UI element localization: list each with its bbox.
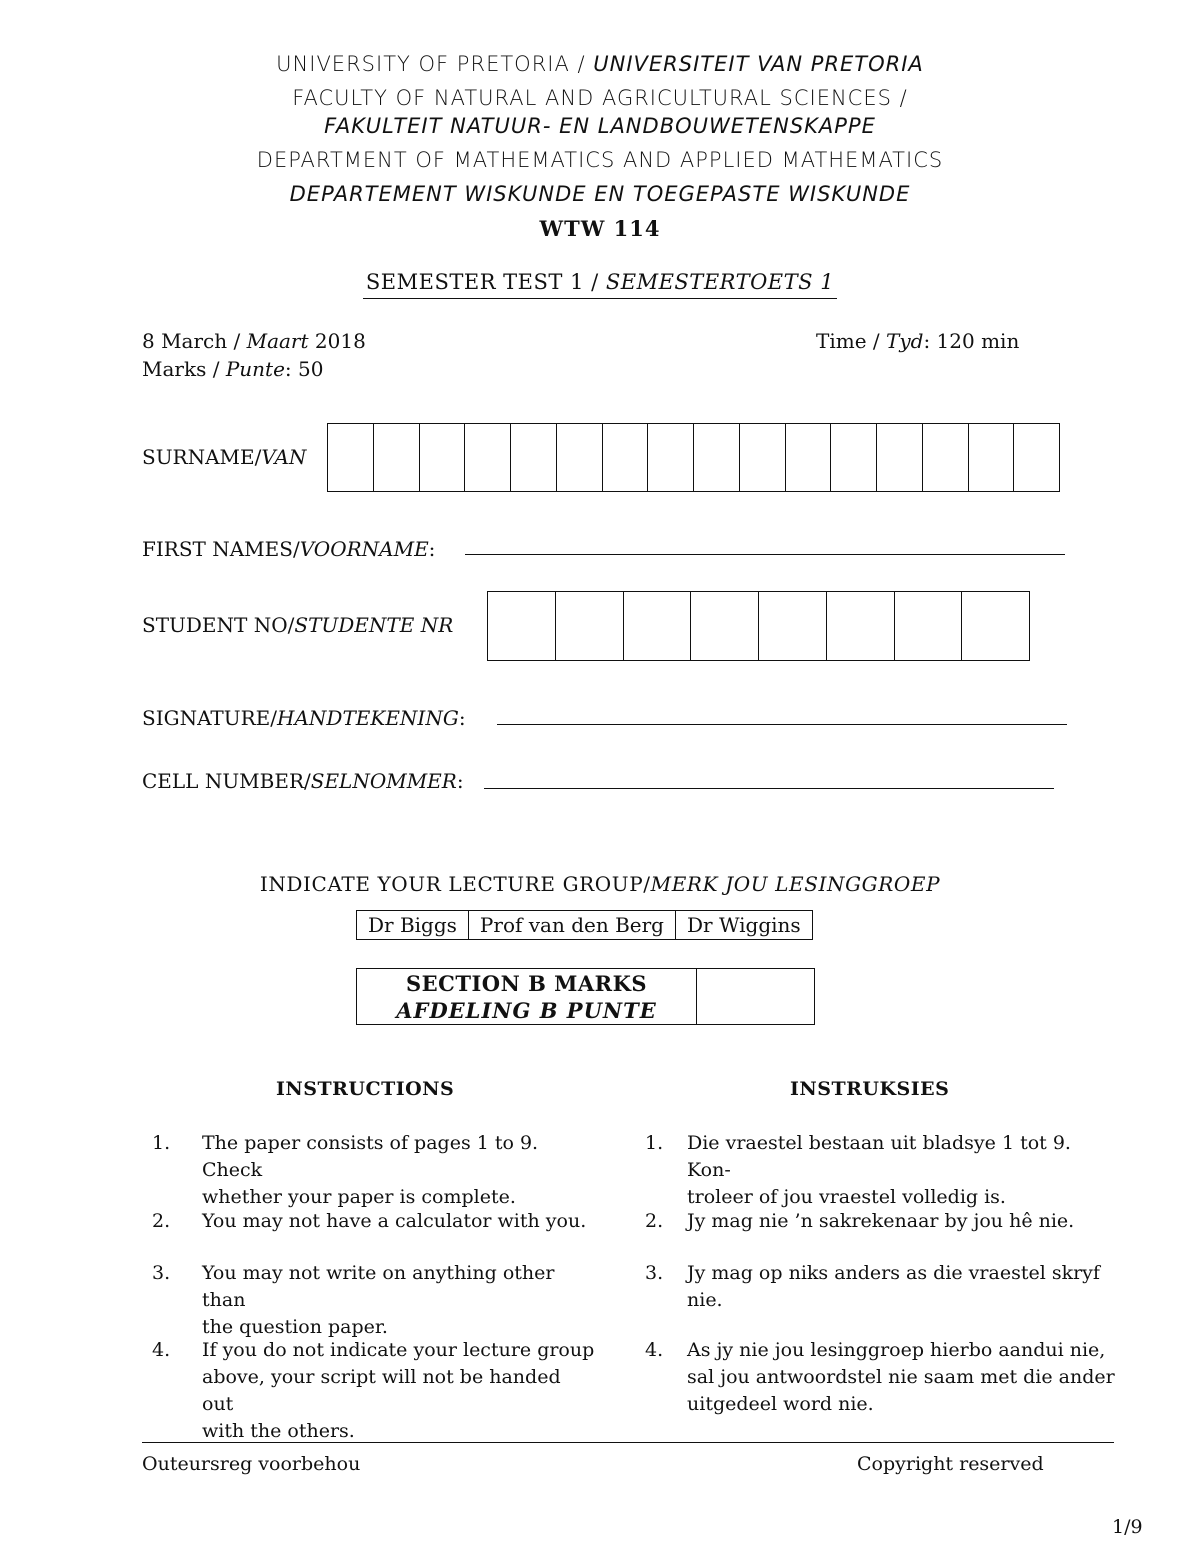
cell-number-label-en: CELL NUMBER/	[142, 769, 311, 793]
surname-box[interactable]	[923, 424, 969, 491]
instruction-number: 3.	[645, 1262, 664, 1284]
instruction-text	[202, 1130, 597, 1211]
instruction-text	[687, 1208, 1074, 1235]
surname-box[interactable]	[420, 424, 466, 491]
student-no-label-af: STUDENTE NR	[294, 613, 454, 637]
instruction-line: nie.	[687, 1289, 723, 1311]
instruction-line: You may not have a calculator with you.	[202, 1210, 587, 1232]
instruction-number: 3.	[152, 1262, 171, 1284]
student-no-box[interactable]	[827, 592, 895, 660]
instruction-line: sal jou antwoordstel nie saam met die ander	[687, 1366, 1115, 1388]
signature-colon: :	[458, 706, 466, 730]
surname-label-af: VAN	[261, 445, 307, 469]
signature-label-af: HANDTEKENING	[277, 706, 459, 730]
lecture-group-title-af: MERK JOU LESINGGROEP	[650, 872, 941, 896]
instruction-line: uitgedeel word nie.	[687, 1393, 874, 1415]
surname-box[interactable]	[648, 424, 694, 491]
cell-number-field[interactable]	[484, 770, 1054, 789]
signature-label	[142, 706, 466, 730]
surname-box[interactable]	[603, 424, 649, 491]
date-af: Maart	[246, 329, 309, 353]
course-code: WTW 114	[539, 216, 661, 241]
university-line	[0, 52, 1200, 76]
student-no-box[interactable]	[556, 592, 624, 660]
surname-box[interactable]	[374, 424, 420, 491]
signature-label-en: SIGNATURE/	[142, 706, 278, 730]
instruction-line: If you do not indicate your lecture group	[202, 1339, 595, 1361]
surname-box[interactable]	[740, 424, 786, 491]
instruction-text	[202, 1208, 586, 1235]
surname-box[interactable]	[557, 424, 603, 491]
test-title	[0, 270, 1200, 299]
surname-box[interactable]	[694, 424, 740, 491]
cell-number-label-af: SELNOMMER	[310, 769, 457, 793]
section-b-marks-field[interactable]	[697, 969, 814, 1024]
university-en: UNIVERSITY OF PRETORIA /	[276, 52, 594, 76]
lecture-group-table	[356, 910, 813, 940]
lecture-group-option[interactable]: Prof van den Berg	[468, 911, 675, 940]
lecture-group-title-en: INDICATE YOUR LECTURE GROUP/	[259, 872, 651, 896]
instruction-line: Jy mag op niks anders as die vraestel skryf	[687, 1262, 1100, 1284]
test-marks	[142, 357, 323, 381]
first-names-field[interactable]	[465, 536, 1065, 555]
instruction-line: whether your paper is complete.	[202, 1186, 516, 1208]
instruction-text	[202, 1260, 597, 1341]
instruction-number: 1.	[645, 1132, 664, 1154]
time-prefix: Time /	[816, 329, 886, 353]
surname-box[interactable]	[877, 424, 923, 491]
date-year: 2018	[308, 329, 366, 353]
lecture-group-option[interactable]: Dr Wiggins	[675, 911, 812, 940]
instruction-line: The paper consists of pages 1 to 9. Check	[202, 1132, 539, 1181]
faculty-af: FAKULTEIT NATUUR- EN LANDBOUWETENSKAPPE	[324, 114, 876, 138]
surname-label-en: SURNAME/	[142, 445, 262, 469]
section-b-label-cell	[357, 969, 697, 1024]
first-names-label	[142, 537, 435, 561]
section-b-label-af: AFDELING B PUNTE	[396, 998, 657, 1023]
student-no-box[interactable]	[759, 592, 827, 660]
instruction-line: with the others.	[202, 1420, 355, 1442]
time-af: Tyd	[886, 329, 924, 353]
first-names-label-af: VOORNAME	[299, 537, 429, 561]
instruction-line: As jy nie jou lesinggroep hierbo aandui nie,	[687, 1339, 1106, 1361]
time-value: : 120 min	[923, 329, 1020, 353]
university-af: UNIVERSITEIT VAN PRETORIA	[593, 52, 924, 76]
footer-copyright-af: Outeursreg voorbehou	[142, 1453, 361, 1475]
page-number: 1/9	[1112, 1516, 1143, 1538]
instruction-line: above, your script will not be handed out	[202, 1366, 561, 1415]
lecture-group-option[interactable]: Dr Biggs	[357, 911, 469, 940]
first-names-label-en: FIRST NAMES/	[142, 537, 300, 561]
student-no-label-en: STUDENT NO/	[142, 613, 295, 637]
instructions-title-af: INSTRUKSIES	[790, 1078, 950, 1100]
test-time	[816, 329, 1019, 353]
instruction-text	[687, 1260, 1100, 1314]
instructions-title-en: INSTRUCTIONS	[276, 1078, 455, 1100]
section-b-marks-box	[356, 968, 815, 1025]
department-en: DEPARTMENT OF MATHEMATICS AND APPLIED MATHEMATICS	[256, 148, 944, 172]
faculty-en: FACULTY OF NATURAL AND AGRICULTURAL SCIENCES /	[292, 86, 908, 110]
marks-prefix: Marks /	[142, 357, 226, 381]
surname-box[interactable]	[328, 424, 374, 491]
instruction-text	[687, 1130, 1115, 1211]
student-no-box[interactable]	[691, 592, 759, 660]
surname-boxes	[327, 423, 1060, 492]
student-no-box[interactable]	[488, 592, 556, 660]
instruction-line: You may not write on anything other than	[202, 1262, 555, 1311]
student-no-label	[142, 613, 453, 637]
instruction-line: the question paper.	[202, 1316, 388, 1338]
test-title-af: SEMESTERTOETS 1	[605, 270, 835, 294]
student-no-boxes	[487, 591, 1030, 661]
marks-value: : 50	[284, 357, 324, 381]
surname-box[interactable]	[786, 424, 832, 491]
instruction-line: Jy mag nie ’n sakrekenaar by jou hê nie.	[687, 1210, 1075, 1232]
instruction-text	[202, 1337, 597, 1445]
surname-box[interactable]	[465, 424, 511, 491]
footer-copyright-en: Copyright reserved	[857, 1453, 1044, 1475]
instruction-number: 4.	[645, 1339, 664, 1361]
surname-box[interactable]	[969, 424, 1015, 491]
test-date	[142, 329, 366, 353]
footer-rule	[142, 1442, 1114, 1443]
student-no-box[interactable]	[962, 592, 1029, 660]
instruction-number: 1.	[152, 1132, 171, 1154]
instruction-number: 2.	[152, 1210, 171, 1232]
instruction-line: troleer of jou vraestel volledig is.	[687, 1186, 1006, 1208]
surname-label	[142, 445, 306, 469]
instruction-text	[687, 1337, 1115, 1418]
first-names-colon: :	[428, 537, 436, 561]
surname-box[interactable]	[1014, 424, 1059, 491]
instruction-number: 4.	[152, 1339, 171, 1361]
date-prefix: 8 March /	[142, 329, 247, 353]
department-af: DEPARTEMENT WISKUNDE EN TOEGEPASTE WISKUNDE	[289, 182, 911, 206]
section-b-label-en: SECTION B MARKS	[405, 971, 648, 996]
surname-box[interactable]	[831, 424, 877, 491]
instruction-line: Die vraestel bestaan uit bladsye 1 tot 9. Kon-	[687, 1132, 1071, 1181]
marks-af: Punte	[225, 357, 285, 381]
cell-number-colon: :	[456, 769, 464, 793]
instruction-number: 2.	[645, 1210, 664, 1232]
student-no-box[interactable]	[895, 592, 963, 660]
signature-field[interactable]	[497, 706, 1067, 725]
lecture-group-title	[0, 872, 1200, 896]
student-no-box[interactable]	[624, 592, 692, 660]
surname-box[interactable]	[511, 424, 557, 491]
test-title-en: SEMESTER TEST 1 /	[365, 270, 606, 294]
cell-number-label	[142, 769, 464, 793]
